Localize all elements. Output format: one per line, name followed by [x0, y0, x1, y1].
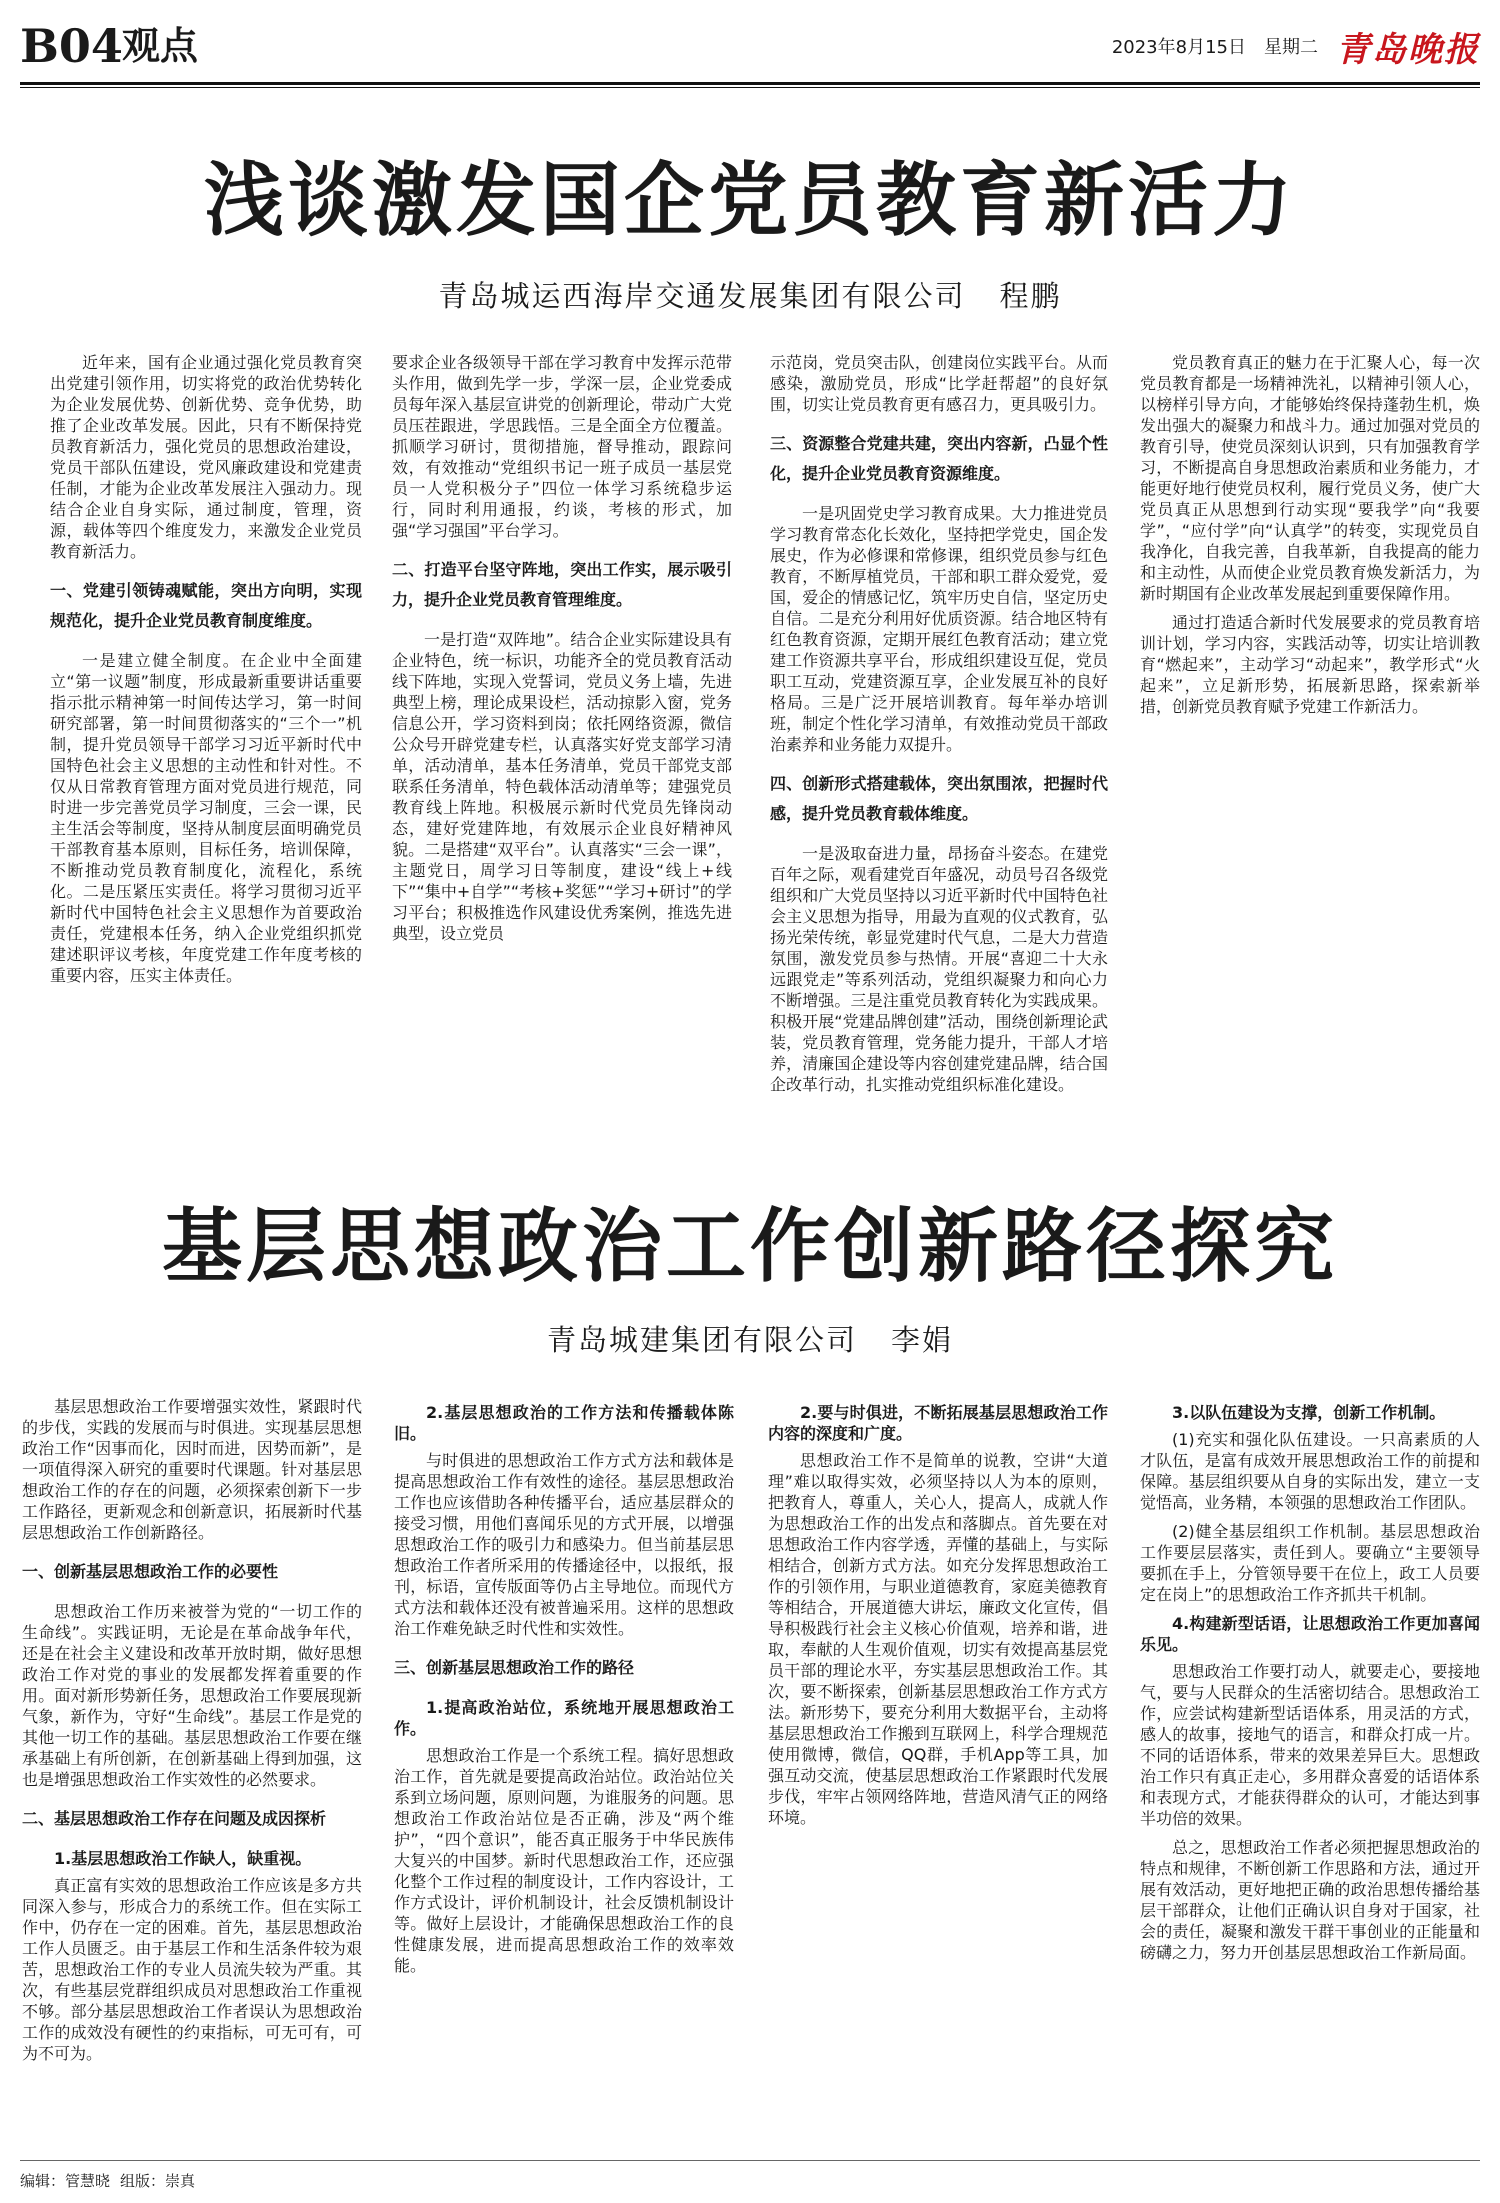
subsection-heading: 2.要与时俱进，不断拓展基层思想政治工作内容的深度和广度。	[768, 1403, 1108, 1443]
paragraph: 一是汲取奋进力量，昂扬奋斗姿态。在建党百年之际，观看建党百年盛况，动员号召各级党组织和广大党员坚持以习近平新时代中国特色社会主义思想为指导，用最为直观的仪式教育，弘扬光荣传统，彰显党建时代气息，二是大力营造氛围，激发党员参与热情。开展“喜迎二十大永远跟党走”等系列活动，党组织凝聚力和向心力不断增强。三是注重党员教育转化为实践成果。积极开展“党建品牌创建”活动，围绕创新理论武装，党员教育管理，党务能力提升，干部人才培养，清廉国企建设等内容创建党建品牌，结合国企改革行动，扎实推动党组织标准化建设。	[770, 844, 1108, 1094]
article1-col4	[1140, 352, 1480, 1192]
header-rule	[20, 82, 1480, 85]
paragraph: 要求企业各级领导干部在学习教育中发挥示范带头作用，做到先学一步，学深一层，企业党委成员每年深入基层宣讲党的创新理论，带动广大党员压茬跟进，学思践悟。三是全面全方位覆盖。抓顺学习研讨，贯彻措施，督导推动，跟踪问效，有效推动“党组织书记一班子成员一基层党员一人党积极分子”四位一体学习系统稳步运行，同时利用通报，约谈，考核的形式，加强“学习强国”平台学习。	[392, 353, 732, 540]
section-heading: 一、党建引领铸魂赋能，突出方向明，实现规范化，提升企业党员教育制度维度。	[50, 581, 362, 630]
paragraph: 近年来，国有企业通过强化党员教育突出党建引领作用，切实将党的政治优势转化为企业发展优势、创新优势、竞争优势，助推了企业改革发展。因此，只有不断保持党员教育新活力，强化党员的思想政治建设，党员干部队伍建设，党风廉政建设和党建责任制，才能为企业改革发展注入强动力。现结合企业自身实际，通过制度，管理，资源，载体等四个维度发力，来激发企业党员教育新活力。	[50, 353, 362, 561]
paragraph: 思想政治工作是一个系统工程。搞好思想政治工作，首先就是要提高政治站位。政治站位关系到立场问题，原则问题，为谁服务的问题。思想政治工作政治站位是否正确，涉及“两个维护”，“四个意识”，能否真正服务于中华民族伟大复兴的中国梦。新时代思想政治工作，还应强化整个工作过程的制度设计，工作内容设计，工作方式设计，评价机制设计，社会反馈机制设计等。做好上层设计，才能确保思想政治工作的良性健康发展，进而提高思想政治工作的效率效能。	[394, 1746, 734, 1975]
issue-date: 2023年8月15日	[1111, 37, 1246, 58]
header-rule-thin	[20, 87, 1480, 88]
newspaper-logo: 青岛晚报	[1336, 29, 1480, 70]
paragraph: 与时俱进的思想政治工作方式方法和载体是提高思想政治工作有效性的途径。基层思想政治工作也应该借助各种传播平台，适应基层群众的接受习惯，用他们喜闻乐见的方式开展，以增强思想政治工作的吸引力和感染力。但当前基层思想政治工作者所采用的传播途径中，以报纸，报刊，标语，宣传版面等仍占主导地位。而现代方式方法和载体还没有被普遍采用。这样的思想政治工作难免缺乏时代性和实效性。	[394, 1451, 734, 1638]
paragraph: 基层思想政治工作要增强实效性，紧跟时代的步伐，实践的发展而与时俱进。实现基层思想政治工作“因事而化，因时而进，因势而新”，是一项值得深入研究的重要时代课题。针对基层思想政治工作的存在的问题，必须探索创新下一步工作路径，更新观念和创新意识，拓展新时代基层思想政治工作创新路径。	[22, 1397, 362, 1542]
header-meta	[1112, 24, 1480, 68]
article1-col2	[392, 352, 732, 1192]
article1-byline	[0, 276, 1500, 316]
article2-org: 青岛城建集团有限公司	[546, 1323, 857, 1357]
page-footer	[20, 2170, 195, 2191]
issue-weekday: 星期二	[1264, 37, 1318, 58]
paragraph: 思想政治工作不是简单的说教，空讲“大道理”难以取得实效，必须坚持以人为本的原则，把教育人，尊重人，关心人，提高人，成就人作为思想政治工作的出发点和落脚点。首先要在对思想政治工作内容学透，弄懂的基础上，与实际相结合，创新方式方法。如充分发挥思想政治工作的引领作用，与职业道德教育，家庭美德教育等相结合，开展道德大讲坛，廉政文化宣传，倡导积极践行社会主义核心价值观，培养和谐，进取，奉献的人生观价值观，切实有效提高基层党员干部的理论水平，夯实基层思想政治工作。其次，要不断探索，创新基层思想政治工作方式方法。新形势下，要充分利用大数据平台，主动将基层思想政治工作搬到互联网上，科学合理规范使用微博，微信，QQ群，手机App等工具，加强互动交流，使基层思想政治工作紧跟时代发展步伐，牢牢占领网络阵地，营造风清气正的网络环境。	[768, 1451, 1108, 1827]
paragraph: 示范岗，党员突击队，创建岗位实践平台。从而感染，激励党员，形成“比学赶帮超”的良好氛围，切实让党员教育更有感召力，更具吸引力。	[770, 353, 1108, 414]
section-heading: 三、资源整合党建共建，突出内容新，凸显个性化，提升企业党员教育资源维度。	[770, 434, 1108, 483]
article2-col3	[768, 1396, 1108, 2146]
page-header	[20, 10, 1480, 90]
paragraph: 真正富有实效的思想政治工作应该是多方共同深入参与，形成合力的系统工作。但在实际工作中，仍存在一定的困难。首先，基层思想政治工作人员匮乏。由于基层工作和生活条件较为艰苦，思想政治工作的专业人员流失较为严重。其次，有些基层党群组织成员对思想政治工作重视不够。部分基层思想政治工作者误认为思想政治工作的成效没有硬性的约束指标，可无可有，可为不可为。	[22, 1876, 362, 2063]
subsection-heading: 4.构建新型话语，让思想政治工作更加喜闻乐见。	[1140, 1614, 1480, 1654]
paragraph: 一是巩固党史学习教育成果。大力推进党员学习教育常态化长效化，坚持把学党史，国企发展史，作为必修课和常修课，组织党员参与红色教育，不断厚植党员，干部和职工群众爱党，爱国，爱企的情感记忆，筑牢历史自信，坚定历史自信。二是充分利用好优质资源。结合地区特有红色教育资源，定期开展红色教育活动；建立党建工作资源共享平台，形成组织建设互促，党员职工互动，党建资源互享，企业发展互补的良好格局。三是广泛开展培训教育。每年举办培训班，制定个性化学习清单，有效推动党员干部政治素养和业务能力双提升。	[770, 504, 1108, 754]
section-heading: 二、基层思想政治工作存在问题及成因探析	[22, 1809, 327, 1828]
article2-author: 李娟	[891, 1323, 954, 1357]
layout-credit: 组版：崇真	[120, 2172, 196, 2190]
paragraph: 一是打造“双阵地”。结合企业实际建设具有企业特色，统一标识，功能齐全的党员教育活动线下阵地，实现入党誓词，党员义务上墙，先进典型上榜，理论成果设栏，活动掠影入窗，党务信息公开，学习资料到岗；依托网络资源，微信公众号开辟党建专栏，认真落实好党支部学习清单，活动清单，基本任务清单，党员干部党支部联系任务清单，特色载体活动清单等；建强党员教育线上阵地。积极展示新时代党员先锋岗动态，建好党建阵地，有效展示企业良好精神风貌。二是搭建“双平台”。认真落实“三会一课”，主题党日，周学习日等制度，建设“线上+线下”“集中+自学”“考核+奖惩”“学习+研讨”的学习平台；积极推选作风建设优秀案例，推选先进典型，设立党员	[392, 630, 732, 943]
article2-col1	[22, 1396, 362, 2146]
paragraph: 一是建立健全制度。在企业中全面建立“第一议题”制度，形成最新重要讲话重要指示批示精神第一时间传达学习，第一时间研究部署，第一时间贯彻落实的“三个一”机制，提升党员领导干部学习习近平新时代中国特色社会主义思想的主动性和针对性。不仅从日常教育管理方面对党员进行规范，同时进一步完善党员学习制度，三会一课，民主生活会等制度，坚持从制度层面明确党员干部教育基本原则，目标任务，培训保障，不断推动党员教育制度化，流程化，系统化。二是压紧压实责任。将学习贯彻习近平新时代中国特色社会主义思想作为首要政治责任，党建根本任务，纳入企业党组织抓党建述职评议考核，年度党建工作年度考核的重要内容，压实主体责任。	[50, 651, 362, 985]
article1-col1	[50, 352, 362, 1192]
paragraph: (1)充实和强化队伍建设。一只高素质的人才队伍，是富有成效开展思想政治工作的前提和保障。基层组织要从自身的实际出发，建立一支觉悟高，业务精，本领强的思想政治工作团队。	[1140, 1430, 1480, 1512]
section-heading: 一、创新基层思想政治工作的必要性	[22, 1562, 279, 1581]
article1-col3	[770, 352, 1108, 1192]
paragraph: 思想政治工作要打动人，就要走心，要接地气，要与人民群众的生活密切结合。思想政治工作，应尝试构建新型话语体系，用灵活的方式，感人的故事，接地气的语言，和群众打成一片。不同的话语体系，带来的效果差异巨大。思想政治工作只有真正走心，多用群众喜爱的话语体系和表现方式，才能获得群众的认可，才能达到事半功倍的效果。	[1140, 1662, 1480, 1828]
subsection-heading: 1.提高政治站位，系统地开展思想政治工作。	[394, 1698, 734, 1738]
section-name: 观点	[122, 23, 199, 68]
subsection-heading: 1.基层思想政治工作缺人，缺重视。	[54, 1849, 312, 1868]
section-heading: 三、创新基层思想政治工作的路径	[394, 1658, 635, 1677]
section-heading: 二、打造平台坚守阵地，突出工作实，展示吸引力，提升企业党员教育管理维度。	[392, 560, 732, 609]
paragraph: 通过打造适合新时代发展要求的党员教育培训计划，学习内容，实践活动等，切实让培训教育“燃起来”，主动学习“动起来”，教学形式“火起来”，立足新形势，拓展新思路，探索新举措，创新党员教育赋予党建工作新活力。	[1140, 613, 1480, 716]
subsection-heading: 2.基层思想政治的工作方法和传播载体陈旧。	[394, 1403, 734, 1443]
paragraph: 总之，思想政治工作者必须把握思想政治的特点和规律，不断创新工作思路和方法，通过开展有效活动，更好地把正确的政治思想传播给基层干部群众，让他们正确认识自身对于国家，社会的责任，凝聚和激发干群干事创业的正能量和磅礴之力，努力开创基层思想政治工作新局面。	[1140, 1838, 1480, 1962]
section-heading: 四、创新形式搭建载体，突出氛围浓，把握时代感，提升党员教育载体维度。	[770, 774, 1108, 823]
article1-org: 青岛城运西海岸交通发展集团有限公司	[438, 279, 966, 313]
article2-col4	[1140, 1396, 1480, 2146]
subsection-heading: 3.以队伍建设为支撑，创新工作机制。	[1172, 1403, 1446, 1422]
paragraph: 思想政治工作历来被誉为党的“一切工作的生命线”。实践证明，无论是在革命战争年代，还是在社会主义建设和改革开放时期，做好思想政治工作对党的事业的发展都发挥着重要的作用。面对新形势新任务，思想政治工作要展现新气象，新作为，守好“生命线”。基层工作是党的其他一切工作的基础。基层思想政治工作要在继承基础上有所创新，在创新基础上得到加强，这也是增强思想政治工作实效性的必然要求。	[22, 1602, 362, 1789]
page-number: B04	[20, 19, 123, 73]
editor-credit: 编辑：管慧晓	[20, 2172, 111, 2190]
article1-title: 浅谈激发国企党员教育新活力	[204, 153, 1296, 247]
article2-title: 基层思想政治工作创新路径探究	[162, 1199, 1338, 1293]
article2-col2	[394, 1396, 734, 2146]
article2-byline	[0, 1320, 1500, 1360]
paragraph: (2)健全基层组织工作机制。基层思想政治工作要层层落实，责任到人。要确立“主要领导要抓在手上，分管领导要干在位上，政工人员要定在岗上”的思想政治工作齐抓共干机制。	[1140, 1522, 1480, 1604]
article1-author: 程鹏	[999, 279, 1062, 313]
footer-rule	[20, 2160, 1480, 2161]
paragraph: 党员教育真正的魅力在于汇聚人心，每一次党员教育都是一场精神洗礼，以精神引领人心，以榜样引导方向，才能够始终保持蓬勃生机，焕发出强大的凝聚力和战斗力。通过加强对党员的教育引导，使党员深刻认识到，只有加强教育学习，不断提高自身思想政治素质和业务能力，才能更好地行使党员权利，履行党员义务，使广大党员真正从思想到行动实现“要我学”向“我要学”，“应付学”向“认真学”的转变，实现党员自我净化，自我完善，自我革新，自我提高的能力和主动性，从而使企业党员教育焕发新活力，为新时期国有企业改革发展起到重要保障作用。	[1140, 353, 1480, 603]
